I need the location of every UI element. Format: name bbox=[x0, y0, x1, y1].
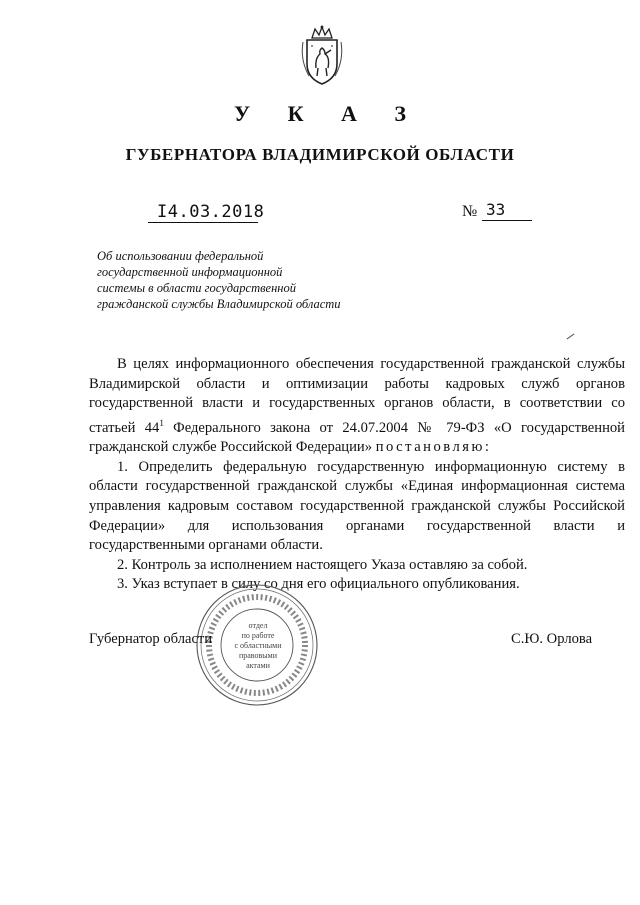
subject-line: гражданской службы Владимирской области bbox=[97, 297, 341, 311]
decree-number: 33 bbox=[486, 200, 506, 219]
document-issuer: ГУБЕРНАТОРА ВЛАДИМИРСКОЙ ОБЛАСТИ bbox=[125, 145, 515, 164]
stamp-line: по работе bbox=[241, 631, 275, 640]
number-underline bbox=[482, 220, 532, 221]
decree-body bbox=[89, 355, 625, 595]
decree-subject bbox=[97, 248, 397, 312]
stamp-line: правовыми bbox=[238, 651, 278, 660]
stamp-line: с областными bbox=[234, 641, 282, 650]
decree-date: I4.03.2018 bbox=[157, 202, 265, 222]
preamble-text: В целях информационного обеспечения государственной гражданской службы Владимирской области и оптимизации работы кадровых служб органов государственной власти и государственных органов области, в соответствии со статьей 44 bbox=[89, 356, 625, 436]
signatory-position: Губернатор области bbox=[89, 631, 213, 647]
article-superscript: 1 bbox=[159, 417, 164, 428]
subject-line: Об использовании федеральной bbox=[97, 249, 264, 263]
preamble-paragraph bbox=[89, 355, 625, 458]
subject-line: государственной информационной bbox=[97, 265, 283, 279]
preamble-rest: Федерального закона от 24.07.2004 № 79-ФЗ «О государственной гражданской службе Российской Федерации» bbox=[89, 419, 625, 456]
date-underline bbox=[148, 222, 258, 223]
signatory-name: С.Ю. Орлова bbox=[511, 631, 593, 647]
document-title: У К А З bbox=[233, 101, 423, 126]
stamp-line: отдел bbox=[248, 621, 268, 630]
decree-item: 1. Определить федеральную государственную информационную систему в области государственной гражданской службы «Единая информационная система управления кадровым составом государственной гражданской службы Российской Федерации» для использования органами государственной власти и государственными органами области. bbox=[89, 458, 625, 554]
pen-mark bbox=[567, 334, 575, 340]
decree-item: 2. Контроль за исполнением настоящего Указа оставляю за собой. bbox=[117, 556, 528, 573]
stamp-line: актами bbox=[246, 661, 270, 670]
decree-item: 3. Указ вступает в силу со дня его официального опубликования. bbox=[117, 576, 520, 593]
stamp-text bbox=[230, 621, 286, 671]
decree-word: постановляю: bbox=[375, 439, 492, 456]
number-label: № bbox=[462, 203, 478, 220]
subject-line: системы в области государственной bbox=[97, 281, 296, 295]
vladimir-coat-of-arms-icon bbox=[297, 24, 347, 88]
